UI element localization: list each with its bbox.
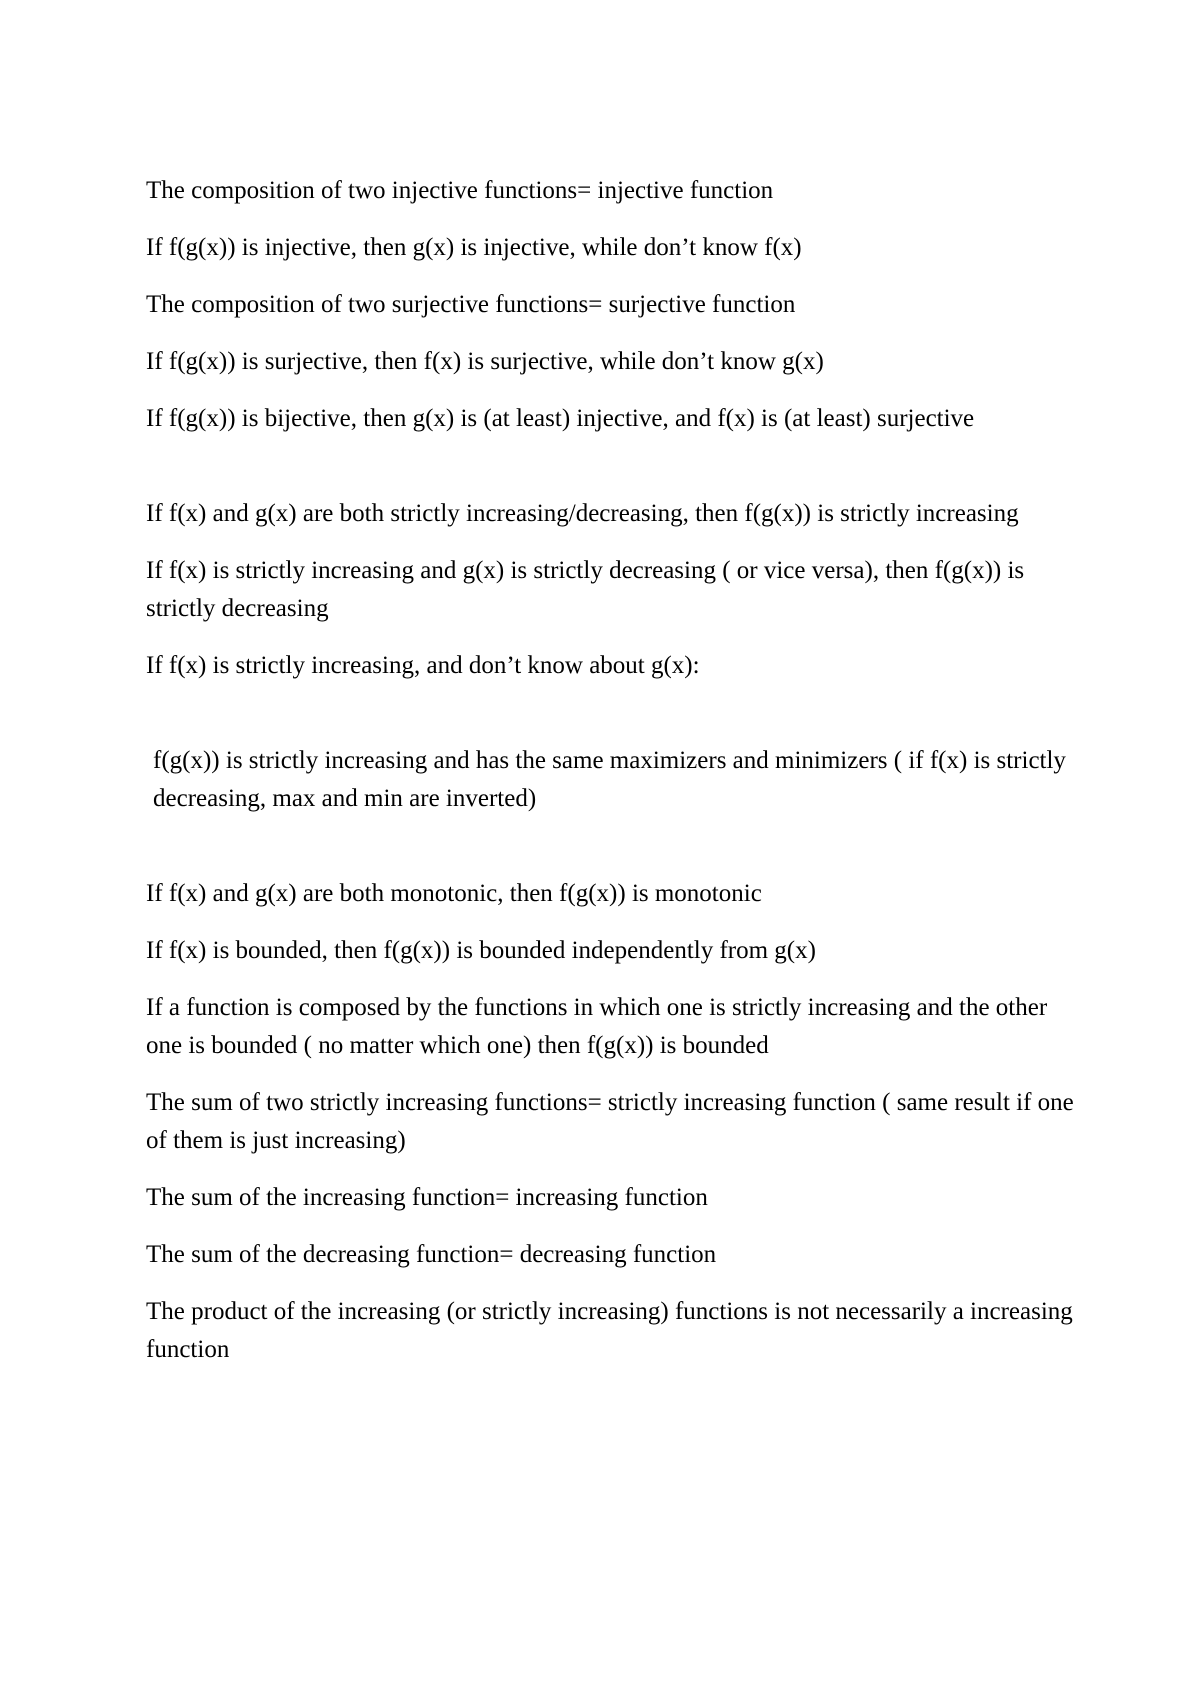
paragraph-surjective-composition: The composition of two surjective functions= surjective function (146, 291, 796, 318)
paragraph-composed-bounded: If a function is composed by the functions in which one is strictly increasing and the other one is bounded ( no matter which one) then f(g(x)) is bounded (146, 994, 1048, 1059)
document-body (146, 172, 1076, 1388)
paragraph-mixed-monotone: If f(x) is strictly increasing and g(x) is strictly decreasing ( or vice versa), then f(g(x)) is strictly decreasing (146, 557, 1025, 622)
paragraph-f-strictly-increasing: If f(x) is strictly increasing, and don’t know about g(x): (146, 652, 700, 679)
paragraph-sum-increasing: The sum of the increasing function= increasing function (146, 1184, 708, 1211)
paragraph-bijective-implication: If f(g(x)) is bijective, then g(x) is (at least) injective, and f(x) is (at least) surjective (146, 405, 975, 432)
paragraph-sum-decreasing: The sum of the decreasing function= decreasing function (146, 1241, 717, 1268)
paragraph-injective-composition: The composition of two injective functions= injective function (146, 177, 774, 204)
paragraph-surjective-implication: If f(g(x)) is surjective, then f(x) is surjective, while don’t know g(x) (146, 348, 824, 375)
paragraph-sum-strictly-increasing: The sum of two strictly increasing functions= strictly increasing function ( same result if one of them is just increasing) (146, 1089, 1074, 1154)
paragraph-bounded: If f(x) is bounded, then f(g(x)) is bounded independently from g(x) (146, 937, 816, 964)
paragraph-maximizers-minimizers: f(g(x)) is strictly increasing and has the same maximizers and minimizers ( if f(x) is strictly decreasing, max and min are inverted) (153, 747, 1066, 812)
paragraph-both-monotonic: If f(x) and g(x) are both monotonic, then f(g(x)) is monotonic (146, 880, 762, 907)
paragraph-injective-implication: If f(g(x)) is injective, then g(x) is injective, while don’t know f(x) (146, 234, 802, 261)
paragraph-both-strictly-monotone: If f(x) and g(x) are both strictly increasing/decreasing, then f(g(x)) is strictly increasing (146, 500, 1019, 527)
paragraph-product-increasing: The product of the increasing (or strictly increasing) functions is not necessarily a increasing function (146, 1298, 1073, 1363)
